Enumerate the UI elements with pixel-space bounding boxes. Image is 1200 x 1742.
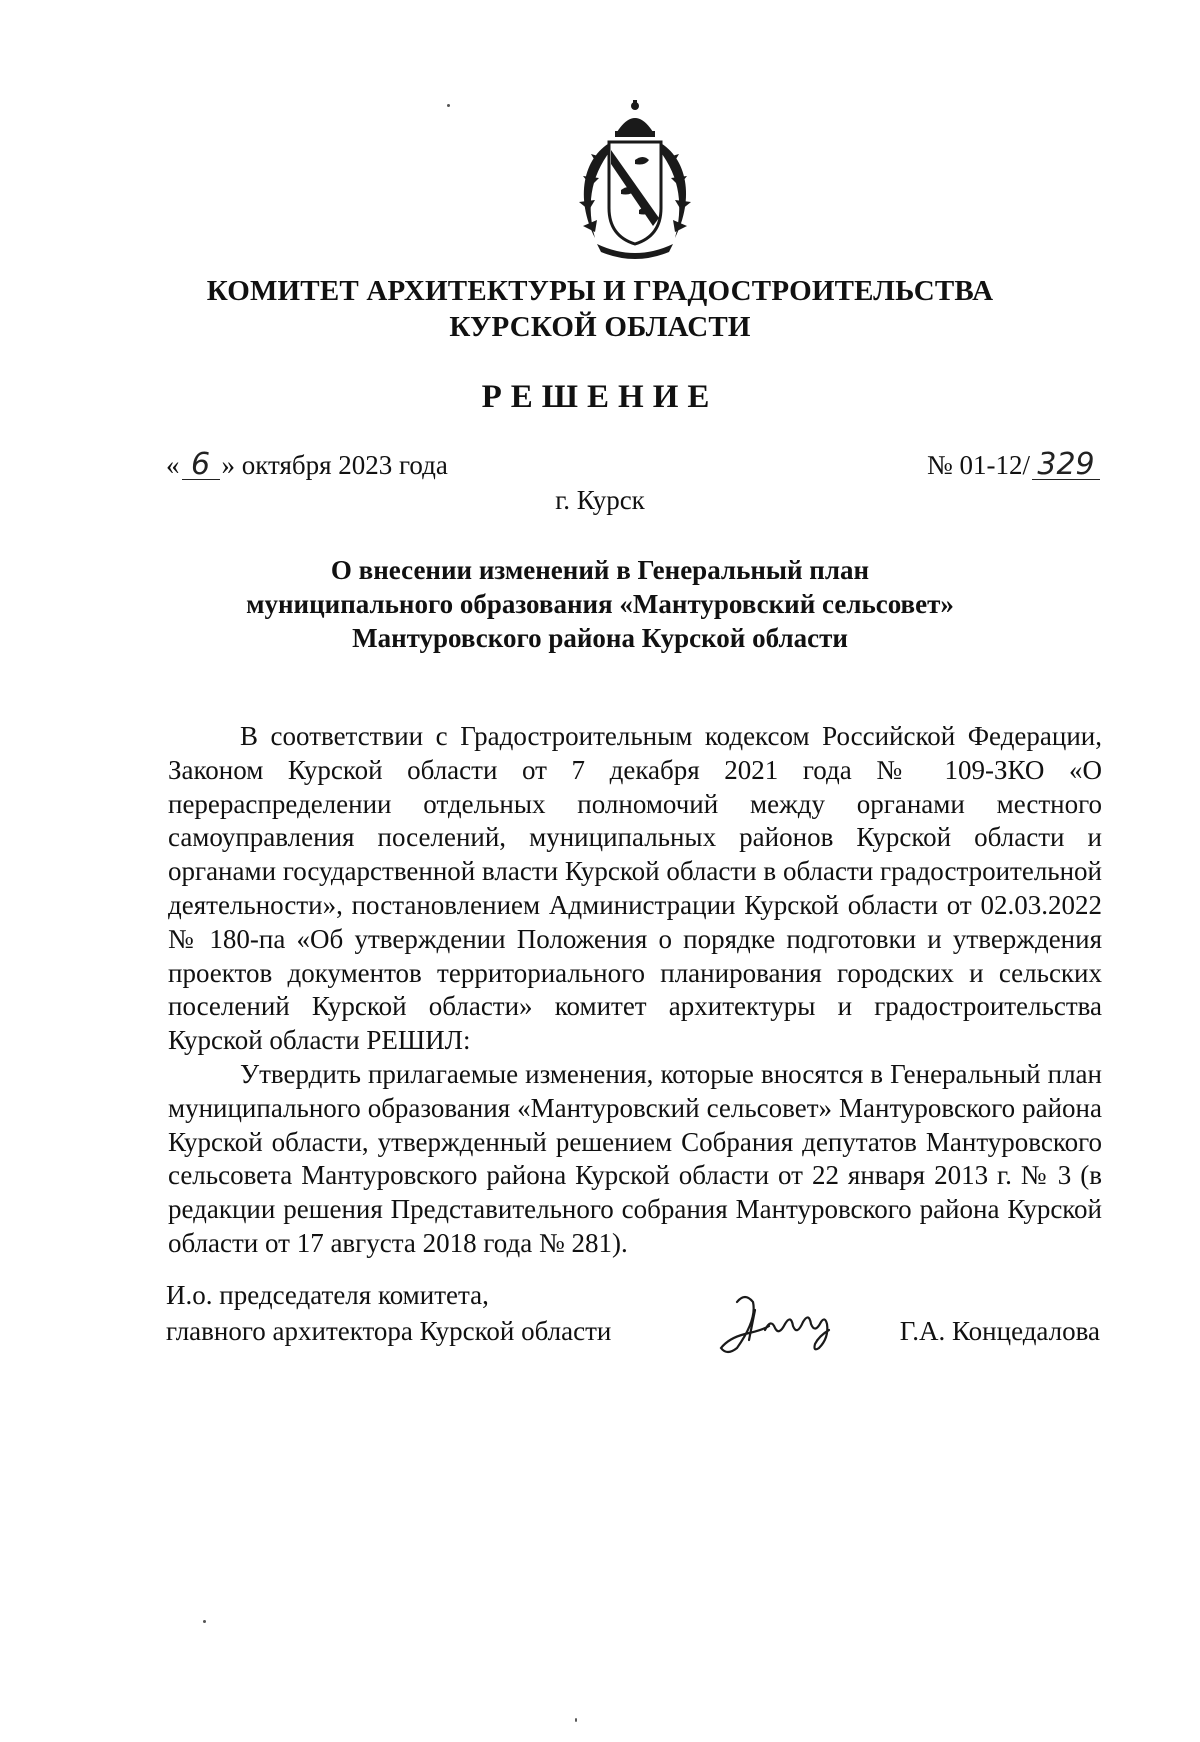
document-type-heading: РЕШЕНИЕ bbox=[481, 379, 719, 415]
document-title-line2: муниципального образования «Мантуровский сельсовет» bbox=[246, 589, 954, 619]
date-open-quote: « bbox=[166, 450, 180, 480]
organization-name-line2: КУРСКОЙ ОБЛАСТИ bbox=[449, 311, 751, 343]
document-body bbox=[168, 720, 1102, 1261]
coat-of-arms-icon bbox=[565, 98, 705, 262]
signatory-name: Г.А. Концедалова bbox=[899, 1316, 1100, 1346]
body-paragraph-2: Утвердить прилагаемые изменения, которые вносятся в Генеральный план муниципального образования «Мантуровский сельсовет» Мантуровского района Курской области, утвержденный решением Собрания депутатов Мантуровского сельсовета Мантуровского района Курской области от 22 января 2013 г. № 3 (в редакции решения Представительного собрания Мантуровского района Курской области от 17 августа 2018 года № 281). bbox=[168, 1058, 1102, 1258]
scan-speck bbox=[447, 104, 450, 107]
date-rest: » октября 2023 года bbox=[221, 450, 448, 480]
document-title-line1: О внесении изменений в Генеральный план bbox=[330, 555, 870, 585]
document-number bbox=[927, 448, 1100, 482]
signatory-position bbox=[166, 1277, 611, 1349]
number-handwritten: 329 bbox=[1032, 451, 1100, 480]
signatory-position-line1: И.о. председателя комитета, bbox=[166, 1280, 489, 1310]
date-day-handwritten: 6 bbox=[182, 451, 220, 480]
signature-icon bbox=[715, 1290, 865, 1360]
number-prefix: № 01-12/ bbox=[926, 450, 1030, 480]
scan-speck bbox=[203, 1620, 206, 1623]
body-paragraph-1: В соответствии с Градостроительным кодексом Российской Федерации, Законом Курской области от 7 декабря 2021 года № 109-ЗКО «О перераспределении отдельных полномочий между органами местного самоуправления поселений, муниципальных районов Курской области и органами государственной власти Курской области в области градостроительной деятельности», постановлением Администрации Курской области от 02.03.2022 № 180-па «Об утверждении Положения о порядке подготовки и утверждения проектов документов территориального планирования городских и сельских поселений Курской области» комитет архитектуры и градостроительства Курской области РЕШИЛ: bbox=[168, 721, 1102, 1056]
scan-speck bbox=[575, 1718, 577, 1722]
document-title-line3: Мантуровского района Курской области bbox=[352, 623, 848, 653]
document-city: г. Курск bbox=[555, 485, 645, 515]
document-date bbox=[166, 448, 448, 482]
signatory-position-line2: главного архитектора Курской области bbox=[166, 1316, 612, 1346]
organization-name-line1: КОМИТЕТ АРХИТЕКТУРЫ И ГРАДОСТРОИТЕЛЬСТВА bbox=[206, 275, 994, 307]
